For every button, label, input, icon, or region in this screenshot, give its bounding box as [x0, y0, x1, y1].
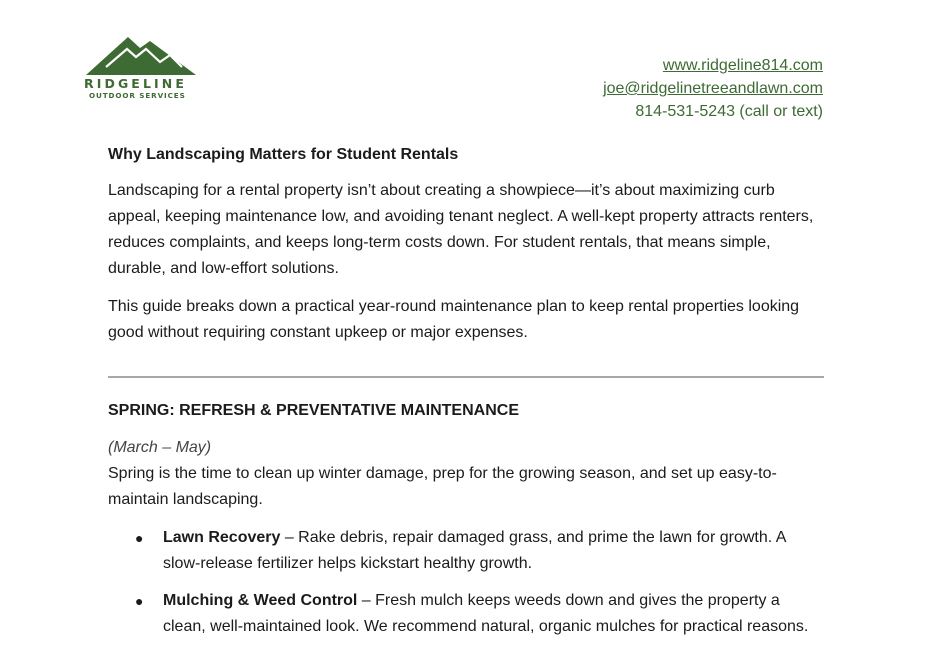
spring-heading: SPRING: REFRESH & PREVENTATIVE MAINTENANCE: [108, 402, 519, 419]
spring-description: Spring is the time to clean up winter damage, prep for the growing season, and set up easy-to-maintain landscaping.: [108, 465, 777, 508]
contact-block: [603, 54, 823, 123]
list-item: [108, 588, 824, 640]
website-link[interactable]: www.ridgeline814.com: [662, 57, 823, 74]
bullet-icon: ●: [135, 593, 144, 609]
list-item-text: – Rake debris, repair damaged grass, and prime the lawn for growth. A slow-release fertilizer helps kickstart healthy growth.: [163, 529, 786, 572]
intro-paragraph-1: Landscaping for a rental property isn’t about creating a showpiece—it’s about maximizing curb appeal, keeping maintenance low, and avoiding tenant neglect. A well-kept property attracts renters, reduces complaints, and keeps long-term costs down. For student rentals, that means simple, durable, and low-effort solutions.: [108, 182, 814, 277]
logo-name: RIDGELINE: [84, 76, 187, 91]
intro-paragraph-2: This guide breaks down a practical year-round maintenance plan to keep rental properties looking good without requiring constant upkeep or major expenses.: [108, 298, 800, 341]
spring-months: (March – May): [108, 439, 212, 456]
list-item: [108, 525, 824, 577]
logo-tagline: OUTDOOR SERVICES: [89, 91, 186, 100]
list-item-text: – Fresh mulch keeps weeds down and gives the property a clean, well-maintained look. We recommend natural, organic mulches for practical reasons.: [163, 592, 809, 635]
list-item-title: Mulching & Weed Control: [163, 592, 358, 609]
intro-heading: Why Landscaping Matters for Student Rentals: [108, 146, 459, 163]
company-logo: [84, 36, 202, 102]
bullet-icon: ●: [135, 530, 144, 546]
list-item-title: Lawn Recovery: [163, 529, 281, 546]
mountain-logo-icon: [84, 36, 202, 78]
spring-task-list: [108, 525, 824, 640]
phone-number: 814-531-5243 (call or text): [635, 103, 823, 120]
section-divider: [108, 376, 824, 378]
main-content: [108, 143, 824, 651]
email-link[interactable]: joe@ridgelinetreeandlawn.com: [603, 80, 823, 97]
